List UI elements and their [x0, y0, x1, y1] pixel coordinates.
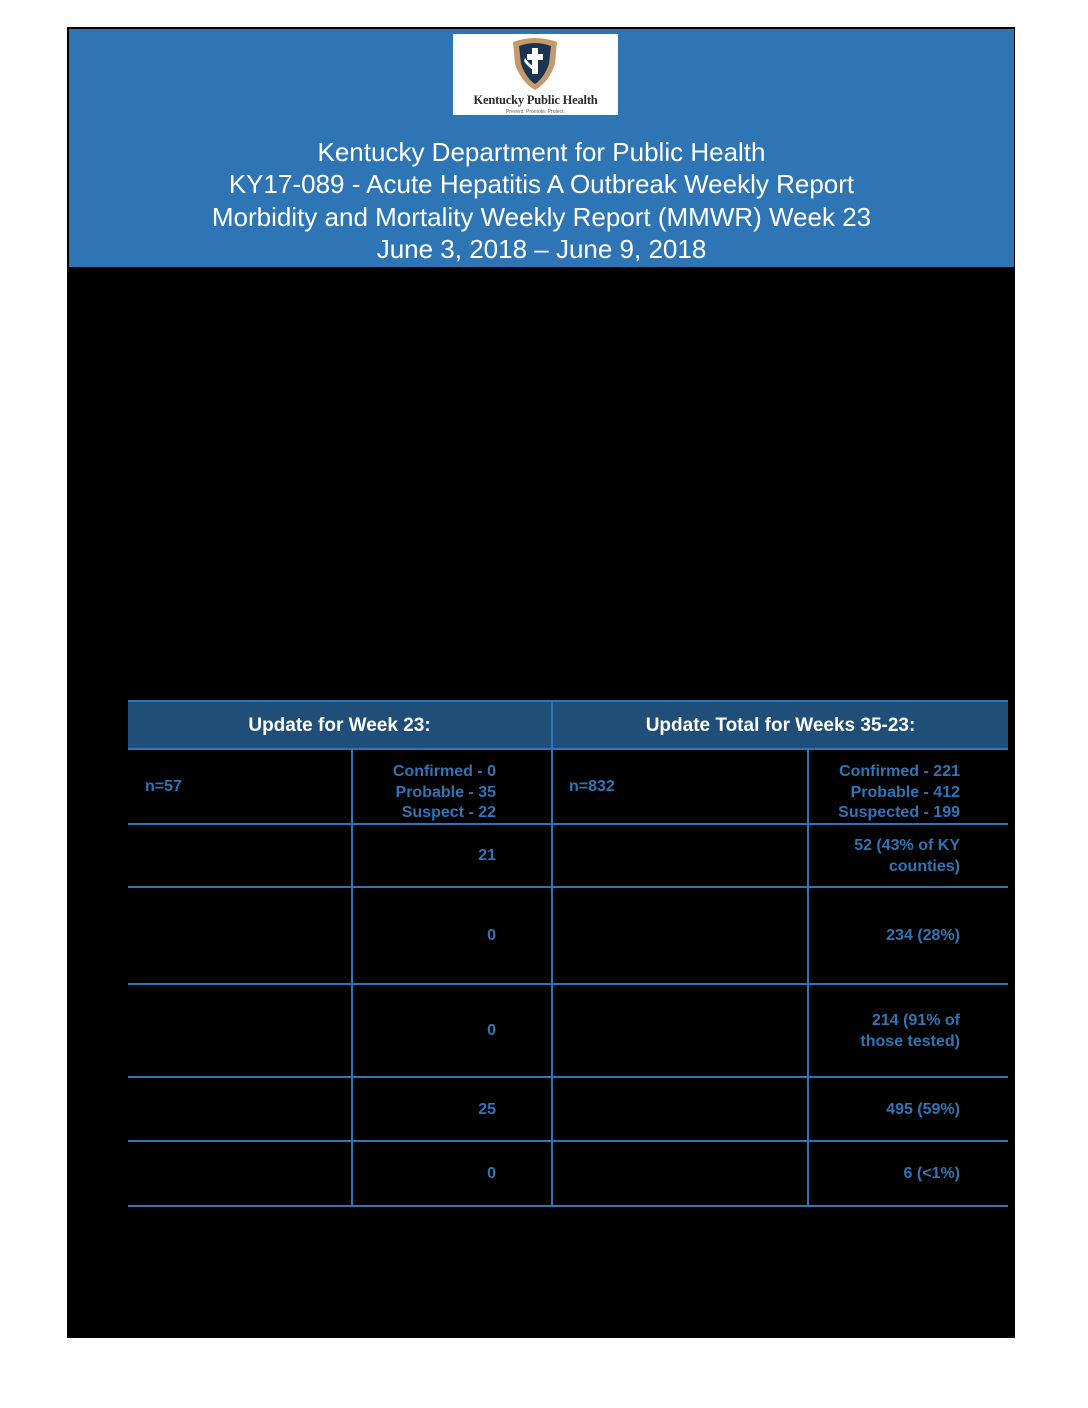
week-case-breakdown	[353, 762, 496, 824]
week-value: 0	[487, 1165, 496, 1182]
total-value	[809, 825, 960, 886]
week-value: 25	[478, 1100, 496, 1118]
header-update-total: Update Total for Weeks 35-23:	[553, 702, 1008, 749]
week-case-count: n=57	[145, 778, 182, 795]
kentucky-public-health-logo	[453, 34, 618, 115]
total-value-line: those tested)	[860, 1032, 960, 1050]
header-date-range: June 3, 2018 – June 9, 2018	[376, 234, 707, 264]
header-update-week: Update for Week 23:	[128, 702, 551, 749]
total-value: 234 (28%)	[886, 927, 960, 944]
week-confirmed: Confirmed - 0	[392, 763, 496, 780]
header-department: Kentucky Department for Public Health	[317, 137, 766, 167]
week-value: 0	[487, 1022, 496, 1039]
summary-table	[128, 700, 1008, 1208]
table-top-rule	[128, 700, 1008, 702]
shield-logo-icon	[453, 34, 618, 94]
week-value: 0	[487, 927, 496, 944]
table-header-divider	[551, 700, 553, 749]
week-probable: Probable - 35	[395, 783, 496, 801]
table-column-divider	[551, 749, 553, 1207]
week-value: 21	[478, 847, 496, 864]
total-suspected: Suspected - 199	[838, 804, 960, 821]
total-probable: Probable - 412	[850, 783, 960, 801]
total-case-count: n=832	[569, 778, 615, 795]
week-suspect: Suspect - 22	[401, 804, 496, 821]
logo-tagline: Prevent. Promote. Protect.	[506, 109, 565, 115]
total-value-line: 214 (91% of	[871, 1011, 960, 1029]
total-case-breakdown	[809, 762, 960, 824]
report-page	[67, 27, 1015, 1338]
total-value-line: counties)	[888, 857, 960, 875]
table-bottom-rule	[128, 1205, 1008, 1207]
total-confirmed: Confirmed - 221	[839, 763, 960, 780]
logo-name: Kentucky Public Health	[473, 93, 598, 107]
report-banner	[69, 29, 1014, 267]
total-value-line: 52 (43% of KY	[854, 836, 960, 854]
total-value: 6 (<1%)	[903, 1165, 960, 1182]
header-mmwr-week: Morbidity and Mortality Weekly Report (MMWR) Week 23	[211, 202, 872, 232]
header-report-title: KY17-089 - Acute Hepatitis A Outbreak Weekly Report	[228, 169, 855, 199]
total-value: 495 (59%)	[886, 1100, 960, 1118]
total-value	[809, 985, 960, 1076]
